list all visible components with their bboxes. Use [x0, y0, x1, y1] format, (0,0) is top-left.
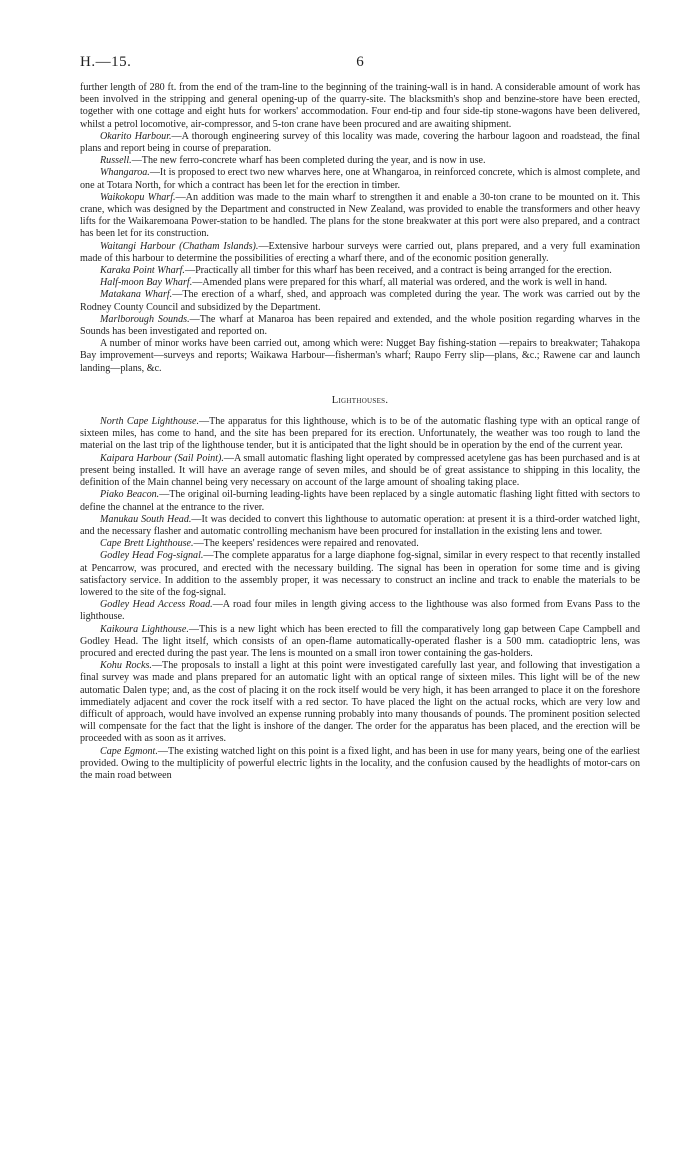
paragraph-title: Kohu Rocks.	[100, 660, 152, 672]
paragraph-title: Kaikoura Lighthouse.	[100, 623, 189, 635]
paragraph-text: —It is proposed to erect two new wharves here, one at Whangaroa, in reinforced concrete, which is almost complete, and one at Totara North, for which a contract has been let for the erection in timber.	[80, 167, 640, 191]
paragraph	[80, 82, 640, 131]
paragraph-title: Waitangi Harbour (Chatham Islands).	[100, 240, 259, 252]
paragraph-text: —The proposals to install a light at this point were investigated carefully last year, and following that investigation a final survey was made and plans prepared for an automatic light with an optical range of sixteen miles. This light will be of the new automatic Dalen type; and, as the cost of placing it on the rock itself would be very high, it has been arranged to place it on the foreshore immediately adjacent and cover the rock itself with a red sector. To have placed the light on the actual rocks, which are very low and difficult of approach, would have involved an expense running probably into many thousands of pounds. The prominent position selected will compensate for the fact that the light is inshore of the danger. The order for the apparatus has been placed, and the erection will be proceeded with as soon as it arrives.	[80, 660, 640, 745]
paragraph	[80, 277, 640, 289]
harbour-works-section	[80, 82, 640, 375]
paragraph-title: Cape Brett Lighthouse.	[100, 538, 194, 550]
paragraph-title: Russell.	[100, 155, 132, 167]
paragraph	[80, 489, 640, 513]
paragraph-text: —This is a new light which has been erected to fill the comparatively long gap between Cape Campbell and Godley Head. The light itself, which consists of an open-flame automatically-operated flasher is a 500 mm. catadioptric lens, was procured and erected during the past year. The lens is mounted on a small iron tower containing the gas-holders.	[80, 623, 641, 659]
paragraph-text: —The wharf at Manaroa has been repaired and extended, and the whole position regarding wharves in the Sounds has been investigated and reported on.	[80, 313, 641, 338]
paragraph	[80, 660, 640, 745]
paragraph-title: Okarito Harbour.	[100, 130, 172, 142]
paragraph-title: Piako Beacon.	[100, 489, 160, 501]
paragraph-text: —The keepers' residences were repaired and renovated.	[193, 538, 419, 550]
paragraph	[80, 416, 640, 453]
paragraph	[80, 241, 640, 265]
paragraph	[80, 167, 640, 191]
paragraph-title: Whangaroa.	[100, 167, 150, 179]
paragraph-title: Marlborough Sounds.	[100, 313, 190, 325]
paragraph-text: —The complete apparatus for a large diaphone fog-signal, similar in every respect to that recently installed at Pencarrow, was procured, and erected with the necessary building. The signal has been in operation for some time and is giving satisfactory service. In addition to the assembly proper, it was necessary to construct an incline and track to enable the materials to be lowered to the site of the fog-signal.	[80, 550, 640, 598]
paragraph-title: Godley Head Access Road.	[100, 599, 213, 611]
paragraph-title: North Cape Lighthouse.	[100, 416, 199, 428]
paragraph	[80, 314, 640, 338]
paragraph-text: —A small automatic flashing light operated by compressed acetylene gas has been purchased and is at present being installed. It will have an average range of seven miles, and should be of great assistance to shipping in this locality, the definition of the Main channel being very necessary on account of the large amount of shoaling taking place.	[80, 452, 640, 489]
paragraph	[80, 338, 640, 375]
paragraph-title: Kaipara Harbour (Sail Point).	[100, 452, 224, 464]
page-body	[80, 82, 640, 782]
paragraph-text: —The erection of a wharf, shed, and approach was completed during the year. The work was carried out by the Rodney County Council and subsidized by the Department.	[80, 289, 640, 313]
section-heading-lighthouses: Lighthouses.	[331, 394, 389, 406]
paragraph	[80, 624, 640, 661]
paragraph-title: Matakana Wharf.	[100, 289, 173, 301]
paragraph-text: —The apparatus for this lighthouse, which is to be of the automatic flashing type with an optical range of sixteen miles, has come to hand, and the site has been prepared for its erection. Unfortunately, the weather was too rough to land the material on the last trip of the lighthouse tender, but it is anticipated that the light should be in operation by the end of the current year.	[80, 416, 640, 452]
paragraph-title: Karaka Point Wharf.	[100, 265, 185, 277]
page-header	[80, 54, 640, 76]
paragraph-title: Waikokopu Wharf.	[100, 191, 176, 203]
paragraph	[80, 514, 640, 538]
paragraph-text: —A thorough engineering survey of this locality was made, covering the harbour lagoon and roadstead, the final plans and report being in course of preparation.	[80, 130, 640, 155]
paragraph	[80, 538, 640, 550]
paragraph-text: —An addition was made to the main wharf to strengthen it and enable a 30-ton crane to be mounted on it. This crane, which was designed by the Department and constructed in New Zealand, was provided to enable the transformers and other heavy lifts for the Waikaremoana Power-station to be handled. The plans for the stone breakwater at this port were also prepared, and a contract has been let for its construction.	[80, 191, 640, 240]
paragraph-text: —Practically all timber for this wharf has been received, and a contract is being arranged for the erection.	[184, 265, 612, 277]
paragraph	[80, 550, 640, 599]
paragraph-text: —It was decided to convert this lighthouse to automatic operation: at present it is a third-order watched light, and the necessary flasher and automatic controlling mechanism have been procured for installation in the existing lens and tower.	[80, 513, 640, 537]
paragraph-text: —The new ferro-concrete wharf has been completed during the year, and is now in use.	[131, 155, 486, 167]
paragraph-text: —The existing watched light on this point is a fixed light, and has been in use for many years, being one of the earliest provided. Owing to the multiplicity of powerful electric lights in the locality, and the confusion caused by the headlights of motor-cars on the main road between	[80, 745, 640, 781]
paragraph-text: —The original oil-burning leading-lights have been replaced by a single automatic flashing light fitted with sectors to define the channel at the entrance to the river.	[80, 489, 641, 513]
paragraph	[80, 453, 640, 490]
page-reference: H.—15.	[80, 54, 132, 70]
lighthouses-section	[80, 416, 640, 782]
paragraph	[80, 746, 640, 783]
paragraph-text: —Extensive harbour surveys were carried out, plans prepared, and a very full examination made of this harbour to determine the possibilities of erecting a wharf there, and of the economic position generally.	[80, 240, 640, 264]
paragraph	[80, 192, 640, 241]
paragraph	[80, 599, 640, 623]
paragraph-text: —A road four miles in length giving access to the lighthouse was also formed from Evans Pass to the lighthouse.	[80, 599, 640, 623]
paragraph	[80, 289, 640, 313]
paragraph	[80, 265, 640, 277]
paragraph	[80, 131, 640, 155]
paragraph-text: A number of minor works have been carried out, among which were: Nugget Bay fishing-station —repairs to breakwater; Tahakopa Bay improvement—surveys and reports; Waikawa Harbour—fisherman's wharf; Raupo Ferry slip—plans, &c.; Rawene car and launch landing—plans, &c.	[80, 338, 640, 374]
paragraph-title: Godley Head Fog-signal.	[100, 550, 204, 562]
paragraph-text: further length of 280 ft. from the end of the tram-line to the beginning of the training-wall is in hand. A considerable amount of work has been involved in the stripping and general opening-up of the quarry-site. The blacksmith's shop and benzine-store have been erected, together with one cottage and eight huts for workers' accommodation. Four end-tip and four side-tip stone-wagons have been delivered, whilst a petrol locomotive, air-compressor, and 5-ton crane have been procured and are awaiting shipment.	[80, 82, 640, 130]
page-number: 6	[356, 54, 364, 70]
paragraph	[80, 155, 640, 167]
paragraph-title: Half-moon Bay Wharf.	[100, 277, 193, 289]
paragraph-text: —Amended plans were prepared for this wharf, all material was ordered, and the work is well in hand.	[192, 277, 608, 289]
paragraph-title: Manukau South Head.	[100, 513, 192, 525]
paragraph-title: Cape Egmont.	[100, 745, 158, 757]
